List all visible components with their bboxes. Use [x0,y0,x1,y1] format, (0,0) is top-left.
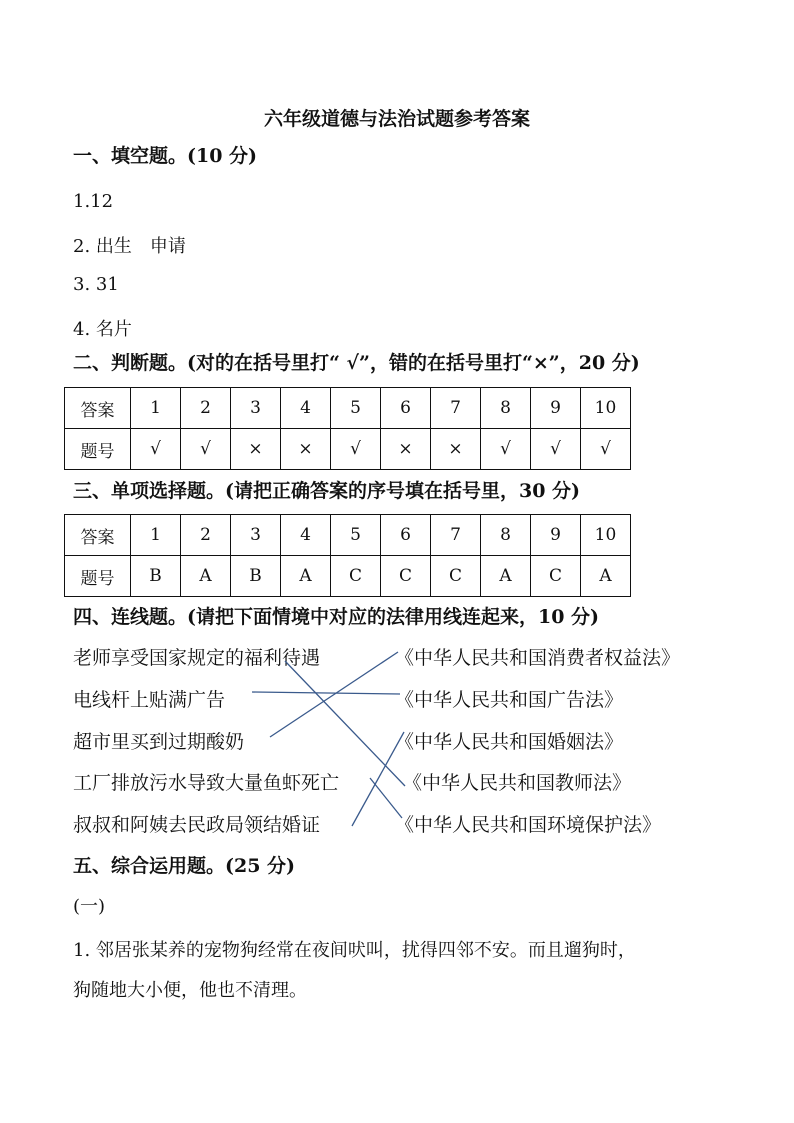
choice-value: A [481,556,531,597]
question-number: 2 [181,388,231,429]
match-line-teacher [285,661,405,786]
choice-value: B [231,556,281,597]
match-line-marriage [352,732,404,826]
section2-heading: 二、判断题。(对的在括号里打“ √”，错的在括号里打“×”，20 分) [73,352,640,374]
choice-value: C [331,556,381,597]
judgment-value: √ [131,429,181,470]
law-consumer-rights: 《中华人民共和国消费者权益法》 [395,647,681,669]
judgment-value: √ [531,429,581,470]
row-label: 题号 [65,429,131,470]
question-paragraph-line2: 狗随地大小便，他也不清理。 [73,980,307,1001]
question-number: 4 [281,388,331,429]
row-label: 答案 [65,388,131,429]
fill-answer-1: 1.12 [73,191,114,212]
section1-heading: 一、填空题。(10 分) [73,145,258,167]
judgment-value: × [431,429,481,470]
choice-value: C [431,556,481,597]
question-number: 7 [431,515,481,556]
fill-answer-3: 3. 31 [73,274,119,295]
choice-value: C [531,556,581,597]
choice-value: B [131,556,181,597]
question-number: 5 [331,515,381,556]
judgment-value: × [381,429,431,470]
judgment-value: × [281,429,331,470]
choice-value: C [381,556,431,597]
judgment-value: √ [181,429,231,470]
scenario-expired-yogurt: 超市里买到过期酸奶 [73,731,245,753]
row-label: 题号 [65,556,131,597]
section3-heading: 三、单项选择题。(请把正确答案的序号填在括号里，30 分) [73,480,581,502]
question-number: 1 [131,388,181,429]
section4-heading: 四、连线题。(请把下面情境中对应的法律用线连起来，10 分) [73,606,600,628]
question-paragraph-line1: 1. 邻居张某养的宠物狗经常在夜间吠叫，扰得四邻不安。而且遛狗时， [73,940,636,961]
law-teachers: 《中华人民共和国教师法》 [403,772,632,794]
question-number: 3 [231,515,281,556]
question-number: 4 [281,515,331,556]
question-number: 9 [531,388,581,429]
judgment-value: √ [581,429,631,470]
question-number: 10 [581,515,631,556]
scenario-marriage-certificate: 叔叔和阿姨去民政局领结婚证 [73,814,321,836]
judgment-value: √ [331,429,381,470]
question-number: 7 [431,388,481,429]
law-environmental-protection: 《中华人民共和国环境保护法》 [395,814,662,836]
choice-value: A [281,556,331,597]
scenario-pole-ads: 电线杆上贴满广告 [73,689,226,711]
scenario-factory-pollution: 工厂排放污水导致大量鱼虾死亡 [73,772,340,794]
law-marriage: 《中华人民共和国婚姻法》 [395,731,624,753]
question-number: 2 [181,515,231,556]
judgment-value: × [231,429,281,470]
choice-value: A [181,556,231,597]
question-number: 10 [581,388,631,429]
match-line-ads [252,692,400,694]
judgment-value: √ [481,429,531,470]
row-label: 答案 [65,515,131,556]
question-number: 8 [481,388,531,429]
question-number: 8 [481,515,531,556]
fill-answer-4: 4. 名片 [73,319,132,340]
section5-heading: 五、综合运用题。(25 分) [73,855,296,877]
question-number: 6 [381,388,431,429]
question-number: 3 [231,388,281,429]
question-number: 5 [331,388,381,429]
choice-value: A [581,556,631,597]
fill-answer-2: 2. 出生 申请 [73,236,186,257]
question-number: 1 [131,515,181,556]
scenario-teacher-welfare: 老师享受国家规定的福利待遇 [73,647,321,669]
question-number: 6 [381,515,431,556]
question-number: 9 [531,515,581,556]
section5-subheading: (一) [73,896,106,917]
page-title: 六年级道德与法治试题参考答案 [263,108,530,130]
law-advertising: 《中华人民共和国广告法》 [395,689,624,711]
